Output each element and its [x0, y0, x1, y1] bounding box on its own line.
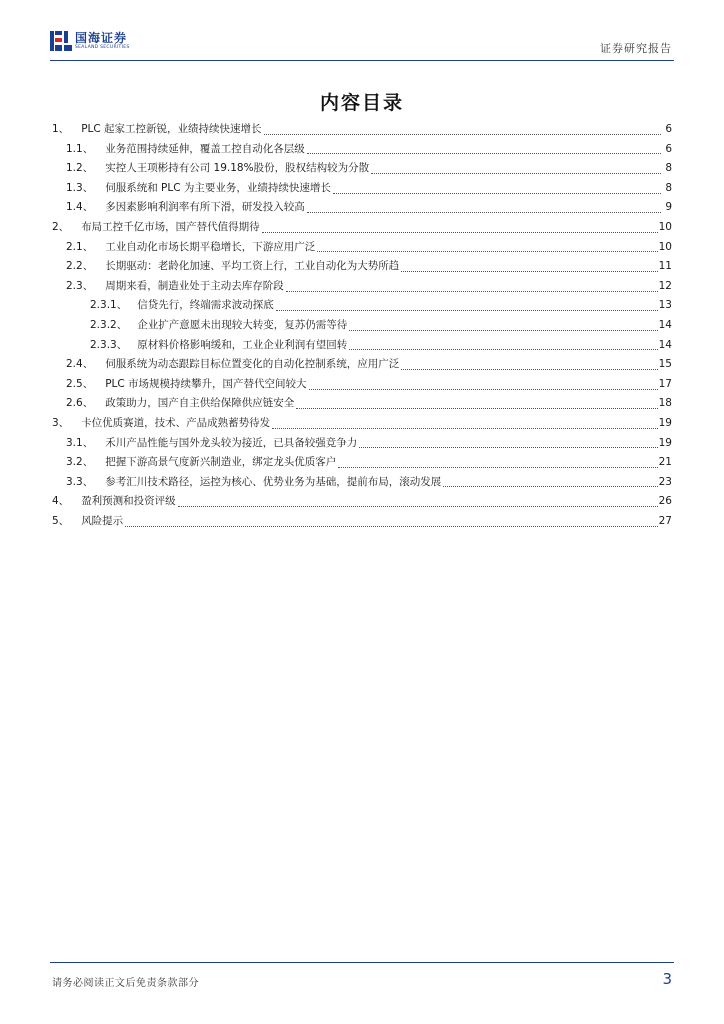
toc-entry-number: 1.3、 — [66, 181, 94, 194]
toc-entry-title: 卡位优质赛道，技术、产品成熟蓄势待发 — [81, 416, 271, 429]
toc-entry-title: 伺服系统和 PLC 为主要业务，业绩持续快速增长 — [105, 181, 331, 194]
toc-entry-page: 21 — [658, 456, 672, 469]
toc-entry-page: 8 — [665, 162, 672, 175]
toc-dot-leader — [317, 250, 657, 252]
toc-dot-leader — [371, 172, 661, 174]
toc-entry-page: 6 — [665, 123, 672, 135]
toc-entry-page: 12 — [658, 279, 672, 292]
toc-dot-leader — [286, 290, 658, 292]
page-number: 3 — [662, 970, 672, 988]
toc-entry-title: 参考汇川技术路径，运控为核心、优势业务为基础，提前布局，滚动发展 — [105, 475, 442, 488]
toc-entry-title: 周期来看，制造业处于主动去库存阶段 — [105, 279, 284, 292]
toc-entry-title: 盈利预测和投资评级 — [81, 495, 176, 508]
toc-entry-number: 2.2、 — [66, 260, 94, 273]
toc-entry-page: 26 — [658, 495, 672, 508]
toc-entry-title: 风险提示 — [81, 514, 124, 527]
toc-entry[interactable] — [52, 394, 672, 414]
toc-entry-page: 23 — [658, 475, 672, 488]
toc-dot-leader — [349, 348, 657, 350]
toc-entry-number: 2.3.1、 — [90, 299, 128, 312]
toc-entry-number: 5、 — [52, 514, 70, 527]
toc-dot-leader — [349, 329, 657, 331]
toc-dot-leader — [296, 407, 657, 409]
toc-dot-leader — [309, 388, 658, 390]
toc-entry-number: 2.6、 — [66, 397, 94, 410]
disclaimer-note: 请务必阅读正文后免责条款部分 — [52, 978, 199, 989]
toc-dot-leader — [276, 309, 658, 311]
toc-entry-number: 2、 — [52, 220, 70, 233]
toc-entry-number: 2.3.2、 — [90, 318, 128, 331]
toc-entry[interactable] — [52, 159, 672, 179]
toc-entry[interactable] — [52, 336, 672, 356]
toc-entry-number: 1.1、 — [66, 142, 94, 155]
toc-dot-leader — [272, 427, 657, 429]
toc-entry-title: PLC 市场规模持续攀升，国产替代空间较大 — [105, 377, 307, 390]
toc-entry-title: 实控人王项彬持有公司 19.18%股份，股权结构较为分散 — [105, 162, 370, 175]
toc-dot-leader — [401, 270, 657, 272]
toc-entry-page: 14 — [658, 318, 672, 331]
toc-entry-title: 原材料价格影响缓和，工业企业利润有望回转 — [137, 338, 348, 351]
toc-entry-number: 1.2、 — [66, 162, 94, 175]
toc-title: 内容目录 — [319, 92, 404, 114]
toc-entry-title: 布局工控千亿市场，国产替代值得期待 — [81, 220, 260, 233]
toc-dot-leader — [307, 211, 661, 213]
toc-entry-title: 伺服系统为动态跟踪目标位置变化的自动化控制系统，应用广泛 — [105, 358, 400, 371]
toc-entry-number: 2.3、 — [66, 279, 94, 292]
header-divider — [50, 60, 674, 61]
toc-entry-title: 工业自动化市场长期平稳增长，下游应用广泛 — [105, 240, 316, 253]
page-header — [50, 28, 674, 58]
toc-entry-title: 信贷先行，终端需求波动探底 — [137, 299, 274, 312]
toc-dot-leader — [359, 446, 657, 448]
toc-entry-title: 把握下游高景气度新兴制造业，绑定龙头优质客户 — [105, 456, 337, 469]
toc-entry-number: 2.4、 — [66, 358, 94, 371]
toc-dot-leader — [338, 466, 657, 468]
toc-entry-page: 10 — [658, 220, 672, 233]
toc-entry[interactable] — [52, 512, 672, 532]
toc-entry-number: 2.3.3、 — [90, 338, 128, 351]
toc-entry-page: 19 — [658, 416, 672, 429]
toc-entry-title: 业务范围持续延伸，覆盖工控自动化各层级 — [105, 142, 305, 155]
toc-entry[interactable] — [52, 434, 672, 454]
toc-entry[interactable] — [52, 198, 672, 218]
toc-dot-leader — [178, 505, 658, 507]
company-logo — [50, 30, 130, 52]
report-type-label: 证券研究报告 — [600, 42, 672, 55]
toc-entry-page: 9 — [665, 201, 672, 214]
toc-entry[interactable] — [52, 414, 672, 434]
toc-entry-page: 10 — [658, 240, 672, 253]
toc-entry-number: 3.2、 — [66, 456, 94, 469]
toc-entry-page: 14 — [658, 338, 672, 351]
sealand-logo-icon — [50, 30, 72, 52]
toc-dot-leader — [333, 192, 661, 194]
toc-dot-leader — [401, 368, 657, 370]
toc-entry[interactable] — [52, 316, 672, 336]
logo-chinese-name: 国海证券 — [75, 30, 128, 45]
toc-entry-number: 3、 — [52, 416, 70, 429]
toc-entry[interactable] — [52, 238, 672, 258]
toc-entry-number: 3.1、 — [66, 436, 94, 449]
toc-dot-leader — [262, 231, 658, 233]
toc-entry-title: 政策助力，国产自主供给保障供应链安全 — [105, 397, 295, 410]
toc-entry[interactable] — [52, 296, 672, 316]
toc-entry[interactable] — [52, 355, 672, 375]
toc-entry-number: 2.5、 — [66, 377, 94, 390]
toc-entry-number: 3.3、 — [66, 475, 94, 488]
table-of-contents — [52, 120, 672, 531]
toc-entry[interactable] — [52, 179, 672, 199]
toc-entry-title: 企业扩产意愿未出现较大转变，复苏仍需等待 — [137, 318, 348, 331]
toc-entry-page: 19 — [658, 436, 672, 449]
toc-entry[interactable] — [52, 375, 672, 395]
toc-entry-page: 18 — [658, 397, 672, 410]
toc-entry-page: 13 — [658, 299, 672, 312]
toc-entry-number: 2.1、 — [66, 240, 94, 253]
toc-dot-leader — [264, 133, 661, 135]
toc-entry[interactable] — [52, 257, 672, 277]
footer-divider — [50, 962, 674, 963]
toc-entry-page: 27 — [658, 514, 672, 527]
toc-entry-page: 15 — [658, 358, 672, 371]
logo-english-name: SEALAND SECURITIES — [75, 44, 130, 50]
toc-entry[interactable] — [52, 453, 672, 473]
toc-dot-leader — [443, 485, 657, 487]
toc-entry[interactable] — [52, 120, 672, 140]
toc-dot-leader — [307, 152, 661, 154]
toc-entry-title: PLC 起家工控新锐，业绩持续快速增长 — [81, 123, 262, 135]
toc-entry-number: 1、 — [52, 123, 70, 135]
toc-entry-title: 禾川产品性能与国外龙头较为接近，已具备较强竞争力 — [105, 436, 358, 449]
toc-entry-page: 11 — [658, 260, 672, 273]
toc-entry-title: 长期驱动：老龄化加速、平均工资上行，工业自动化为大势所趋 — [105, 260, 400, 273]
toc-entry-page: 8 — [665, 181, 672, 194]
toc-entry-number: 4、 — [52, 495, 70, 508]
toc-entry[interactable] — [52, 473, 672, 493]
toc-entry-title: 多因素影响利润率有所下滑，研发投入较高 — [105, 201, 305, 214]
toc-entry[interactable] — [52, 218, 672, 238]
toc-entry[interactable] — [52, 492, 672, 512]
toc-entry-number: 1.4、 — [66, 201, 94, 214]
toc-entry-page: 17 — [658, 377, 672, 390]
toc-entry-page: 6 — [665, 142, 672, 155]
toc-entry[interactable] — [52, 140, 672, 160]
toc-dot-leader — [125, 525, 657, 527]
toc-entry[interactable] — [52, 277, 672, 297]
